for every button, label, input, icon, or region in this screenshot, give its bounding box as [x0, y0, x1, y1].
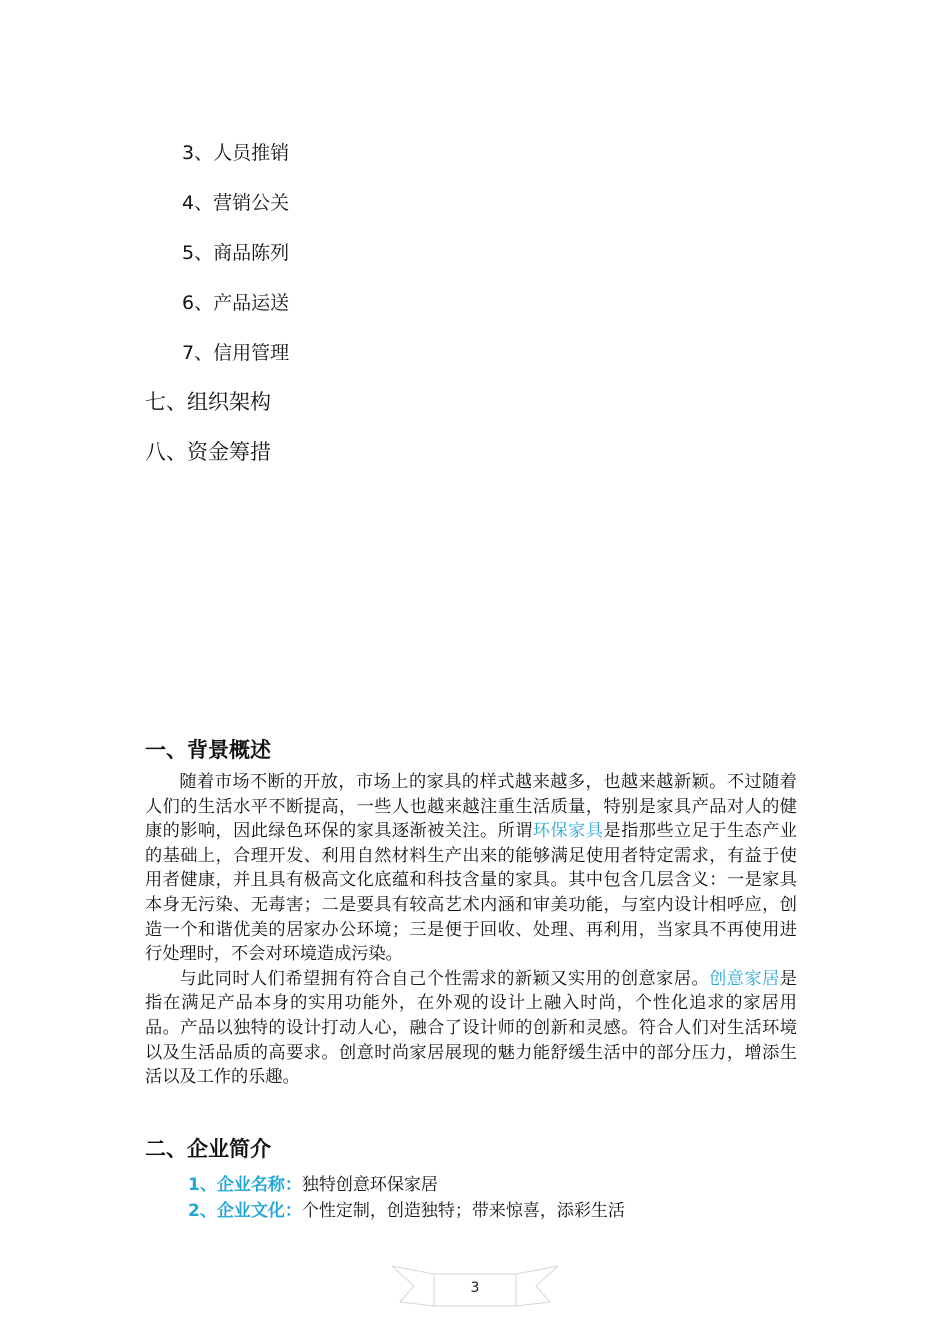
company-culture-label: 2、企业文化： — [188, 1201, 302, 1221]
toc-major-7: 七、组织架构 — [145, 390, 271, 414]
page-number: 3 — [470, 1280, 480, 1296]
paragraph-1-text-b: 是指那些立足于生态产业的基础上，合理开发、利用自然材料生产出来的能够满足使用者特定需求，有益于使用者健康，并且具有极高文化底蕴和科技含量的家具。其中包含几层含义：一是家具本身无污染、无毒害；二是要具有较高艺术内涵和审美功能，与室内设计相呼应，创造一个和谐优美的居家办公环境；三是便于回收、处理、再利用，当家具不再使用进行处理时，不会对环境造成污染。 — [145, 821, 797, 965]
link-creative-home[interactable]: 创意家居 — [709, 968, 780, 989]
company-culture-line — [188, 1196, 625, 1221]
paragraph-1 — [145, 770, 797, 967]
section-heading-company: 二、企业简介 — [145, 1137, 271, 1161]
company-culture-value: 个性定制，创造独特；带来惊喜，添彩生活 — [301, 1201, 625, 1221]
paragraph-2 — [145, 967, 797, 1090]
paragraph-1-text-a: 随着市场不断的开放，市场上的家具的样式越来越多，也越来越新颖。不过随着人们的生活水平不断提高，一些人也越来越注重生活质量，特别是家具产品对人的健康的影响，因此绿色环保的家具逐渐被关注。所谓 — [145, 772, 797, 842]
toc-major-8: 八、资金筹措 — [145, 440, 271, 464]
link-eco-furniture[interactable]: 环保家具 — [532, 821, 604, 842]
company-name-value: 独特创意环保家居 — [301, 1175, 438, 1195]
company-name-line — [188, 1170, 438, 1195]
section-body-background — [145, 770, 797, 1090]
toc-item-4: 4、营销公关 — [182, 192, 290, 214]
company-name-label: 1、企业名称： — [188, 1175, 302, 1195]
paragraph-2-text-b: 是指在满足产品本身的实用功能外，在外观的设计上融入时尚，个性化追求的家居用品。产品以独特的设计打动人心，融合了设计师的创新和灵感。符合人们对生活环境以及生活品质的高要求。创意时尚家居展现的魅力能舒缓生活中的部分压力，增添生活以及工作的乐趣。 — [145, 968, 797, 1088]
toc-item-6: 6、产品运送 — [182, 292, 290, 314]
section-heading-background: 一、背景概述 — [145, 738, 271, 762]
paragraph-2-text-a: 与此同时人们希望拥有符合自己个性需求的新颖又实用的创意家居。 — [179, 968, 710, 989]
toc-item-5: 5、商品陈列 — [182, 242, 290, 264]
toc-item-7: 7、信用管理 — [182, 342, 290, 364]
toc-item-3: 3、人员推销 — [182, 142, 290, 164]
